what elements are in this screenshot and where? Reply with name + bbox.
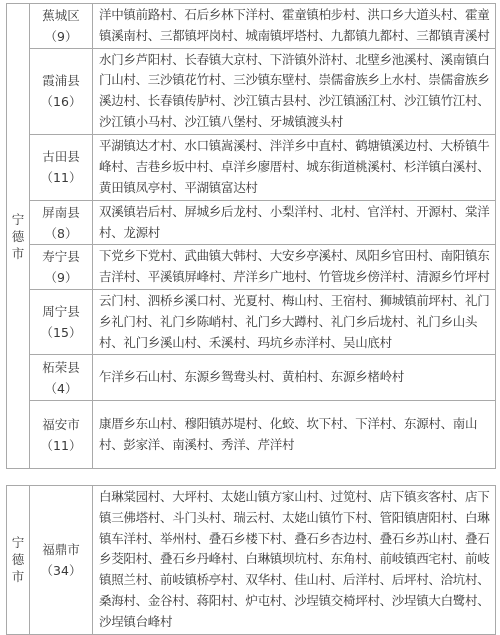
village-table-top — [6, 3, 496, 469]
village-list: 乍洋乡石山村、东源乡鸳鸯头村、黄柏村、东源乡楮岭村 — [93, 355, 496, 401]
county-row — [7, 355, 496, 401]
county-row — [7, 245, 496, 290]
county-row — [7, 401, 496, 469]
county-row — [7, 134, 496, 200]
village-count: （11） — [40, 170, 82, 186]
village-count: （4） — [44, 380, 78, 396]
village-count: （11） — [40, 437, 82, 453]
county-name: 古田县 — [42, 149, 80, 165]
county-cell — [30, 4, 93, 49]
county-name: 寿宁县 — [42, 249, 80, 265]
village-list: 云门村、泗桥乡溪口村、光夏村、梅山村、王宿村、狮城镇前坪村、礼门乡礼门村、礼门乡陈峭村、礼门乡大蹲村、礼门乡后垅村、礼门乡山头村、礼门乡溪山村、禾溪村、玛坑乡赤洋村、吴山底村 — [93, 289, 496, 354]
county-name: 福安市 — [42, 416, 80, 432]
county-cell — [30, 486, 93, 635]
county-row — [7, 4, 496, 49]
county-cell — [30, 245, 93, 290]
village-list: 平湖镇达才村、水口镇嵩溪村、泮洋乡中直村、鹤塘镇溪边村、大桥镇牛峰村、吉巷乡坂中村、卓洋乡廖厝村、城东街道桃溪村、杉洋镇白溪村、黄田镇凤亭村、平湖镇富达村 — [93, 134, 496, 200]
county-name: 屏南县 — [42, 204, 80, 220]
county-cell — [30, 355, 93, 401]
village-table-bottom — [6, 485, 496, 635]
village-list: 水门乡芦阳村、长春镇大京村、下浒镇外浒村、北壁乡池溪村、溪南镇白门山村、三沙镇花竹村、三沙镇东壁村、崇儒畲族乡上水村、崇儒畲族乡溪边村、长春镇传胪村、沙江镇古县村、沙江镇涵江村、沙江镇竹江村、沙江镇小马村、沙江镇八堡村、牙城镇渡头村 — [93, 48, 496, 134]
county-cell — [30, 48, 93, 134]
village-list: 康厝乡东山村、穆阳镇苏堤村、化蛟、坎下村、下洋村、东源村、南山村、彭家洋、南溪村、秀洋、芹洋村 — [93, 401, 496, 469]
village-list: 白琳棠园村、大坪村、太姥山镇方家山村、过笕村、店下镇亥客村、店下镇三佛塔村、斗门头村、瑞云村、太姥山镇竹下村、管阳镇唐阳村、白琳镇车洋村、举州村、叠石乡楼下村、叠石乡杏边村、叠石乡苏山村、叠石乡茭阳村、叠石乡丹峰村、白琳镇坝坑村、东角村、前岐镇西宅村、前岐镇照兰村、前岐镇桥亭村、双华村、佳山村、后洋村、后坪村、洽坑村、桑海村、金谷村、蒋阳村、炉屯村、沙埕镇交椅坪村、沙埕镇大白鹭村、沙埕镇台峰村 — [93, 486, 496, 635]
village-count: （9） — [44, 28, 78, 44]
county-row — [7, 486, 496, 635]
table-gap — [0, 478, 500, 483]
county-row — [7, 200, 496, 245]
county-name: 周宁县 — [42, 304, 80, 320]
city-cell: 宁 德 市 — [7, 4, 30, 469]
county-cell — [30, 401, 93, 469]
village-list: 洋中镇前路村、石后乡林下洋村、霍童镇柏步村、洪口乡大道头村、霍童镇溪南村、三都镇坪岗村、城南镇坪塔村、九都镇九都村、三都镇青溪村 — [93, 4, 496, 49]
county-name: 霞浦县 — [42, 73, 80, 89]
county-name: 蕉城区 — [42, 7, 80, 23]
village-list: 双溪镇岩后村、屏城乡后龙村、小梨洋村、北村、官洋村、开源村、棠洋村、龙源村 — [93, 200, 496, 245]
county-cell — [30, 200, 93, 245]
county-name: 柘荣县 — [42, 359, 80, 375]
county-cell — [30, 289, 93, 354]
village-list: 下党乡下党村、武曲镇大韩村、大安乡亭溪村、凤阳乡官田村、南阳镇东吉洋村、平溪镇屏峰村、芹洋乡广地村、竹管垅乡傍洋村、清源乡竹坪村 — [93, 245, 496, 290]
village-count: （8） — [44, 225, 78, 241]
county-name: 福鼎市 — [42, 541, 80, 557]
village-count: （9） — [44, 270, 78, 286]
village-count: （16） — [40, 94, 82, 110]
county-row — [7, 48, 496, 134]
county-cell — [30, 134, 93, 200]
county-row — [7, 289, 496, 354]
village-count: （34） — [40, 562, 82, 578]
city-cell: 宁 德 市 — [7, 486, 30, 635]
village-count: （15） — [40, 325, 82, 341]
